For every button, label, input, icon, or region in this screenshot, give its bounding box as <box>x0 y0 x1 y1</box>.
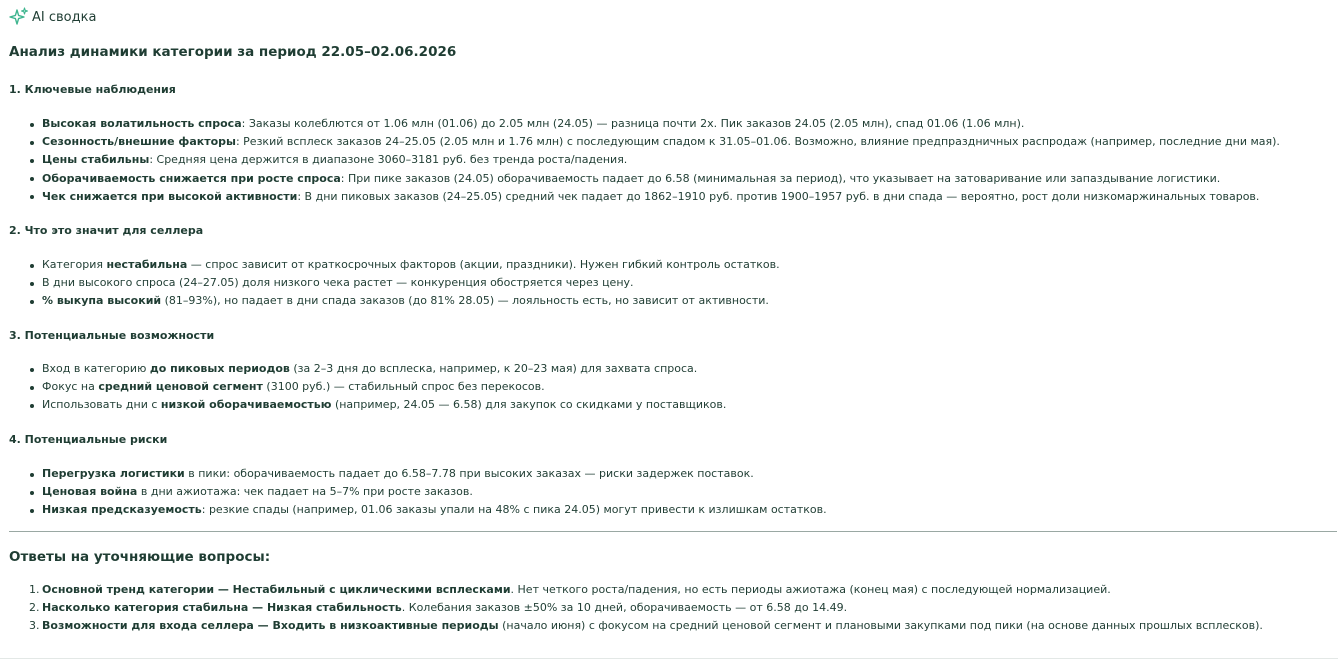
list-item: Ценовая война в дни ажиотажа: чек падает на 5–7% при росте заказов. <box>0 483 827 501</box>
summary-title: AI сводка <box>32 9 97 25</box>
risks-list <box>0 465 827 520</box>
section-heading-opportunities: 3. Потенциальные возможности <box>9 329 215 342</box>
list-item: Сезонность/внешние факторы: Резкий всплеск заказов 24–25.05 (2.05 млн и 1.76 млн) с последующим спадом к 31.05–01.06. Возможно, влияние предпраздничных распродаж (например, последние дни мая). <box>0 133 1280 151</box>
list-item: 1. Основной тренд категории — Нестабильный с циклическими всплесками. Нет четкого роста/падения, но есть периоды ажиотажа (конец мая) с последующей нормализацией. <box>29 583 1111 596</box>
list-item: Чек снижается при высокой активности: В дни пиковых заказов (24–25.05) средний чек падает до 1862–1910 руб. против 1900–1957 руб. в дни спада — вероятно, рост доли низкомаржинальных товаров. <box>0 188 1280 206</box>
observations-list <box>0 115 1280 206</box>
answers-title: Ответы на уточняющие вопросы: <box>9 549 271 565</box>
list-item: Высокая волатильность спроса: Заказы колеблются от 1.06 млн (01.06) до 2.05 млн (24.05) — разница почти 2х. Пик заказов 24.05 (2.05 млн), спад 01.06 (1.06 млн). <box>0 115 1280 133</box>
opportunities-list <box>0 360 726 415</box>
list-item: Низкая предсказуемость: резкие спады (например, 01.06 заказы упали на 48% с пика 24.05) могут привести к излишкам остатков. <box>0 501 827 519</box>
list-item: Цены стабильны: Средняя цена держится в диапазоне 3060–3181 руб. без тренда роста/падения. <box>0 151 1280 169</box>
list-item: Оборачиваемость снижается при росте спроса: При пике заказов (24.05) оборачиваемость падает до 6.58 (минимальная за период), что указывает на затоваривание или запаздывание логистики. <box>0 170 1280 188</box>
section-heading-observations: 1. Ключевые наблюдения <box>9 83 176 96</box>
list-item: 3. Возможности для входа селлера — Входить в низкоактивные периоды (начало июня) с фокусом на средний ценовой сегмент и плановыми закупками под пики (на основе данных прошлых всплесков). <box>29 619 1263 633</box>
sparkles-icon <box>9 7 29 27</box>
list-item: Использовать дни с низкой оборачиваемостью (например, 24.05 — 6.58) для закупок со скидками у поставщиков. <box>0 396 726 414</box>
summary-header <box>9 7 96 27</box>
analysis-title: Анализ динамики категории за период 22.05–02.06.2026 <box>9 44 457 60</box>
list-item: Перегрузка логистики в пики: оборачиваемость падает до 6.58–7.78 при высоких заказах — риски задержек поставок. <box>0 465 827 483</box>
section-heading-risks: 4. Потенциальные риски <box>9 433 168 446</box>
list-item: Фокус на средний ценовой сегмент (3100 руб.) — стабильный спрос без перекосов. <box>0 378 726 396</box>
list-item: В дни высокого спроса (24–27.05) доля низкого чека растет — конкуренция обостряется через цену. <box>0 274 780 292</box>
answers-list <box>0 581 1263 636</box>
list-item: Категория нестабильна — спрос зависит от краткосрочных факторов (акции, праздники). Нужен гибкий контроль остатков. <box>0 256 780 274</box>
section-divider <box>9 531 1337 532</box>
bottom-border <box>0 658 1338 659</box>
list-item: Вход в категорию до пиковых периодов (за 2–3 дня до всплеска, например, к 20–23 мая) для захвата спроса. <box>0 360 726 378</box>
seller-meaning-list <box>0 256 780 311</box>
section-heading-seller-meaning: 2. Что это значит для селлера <box>9 224 204 237</box>
list-item: 2. Насколько категория стабильна — Низкая стабильность. Колебания заказов ±50% за 10 дней, оборачиваемость — от 6.58 до 14.49. <box>29 601 848 615</box>
list-item: % выкупа высокий (81–93%), но падает в дни спада заказов (до 81% 28.05) — лояльность есть, но зависит от активности. <box>0 292 780 310</box>
